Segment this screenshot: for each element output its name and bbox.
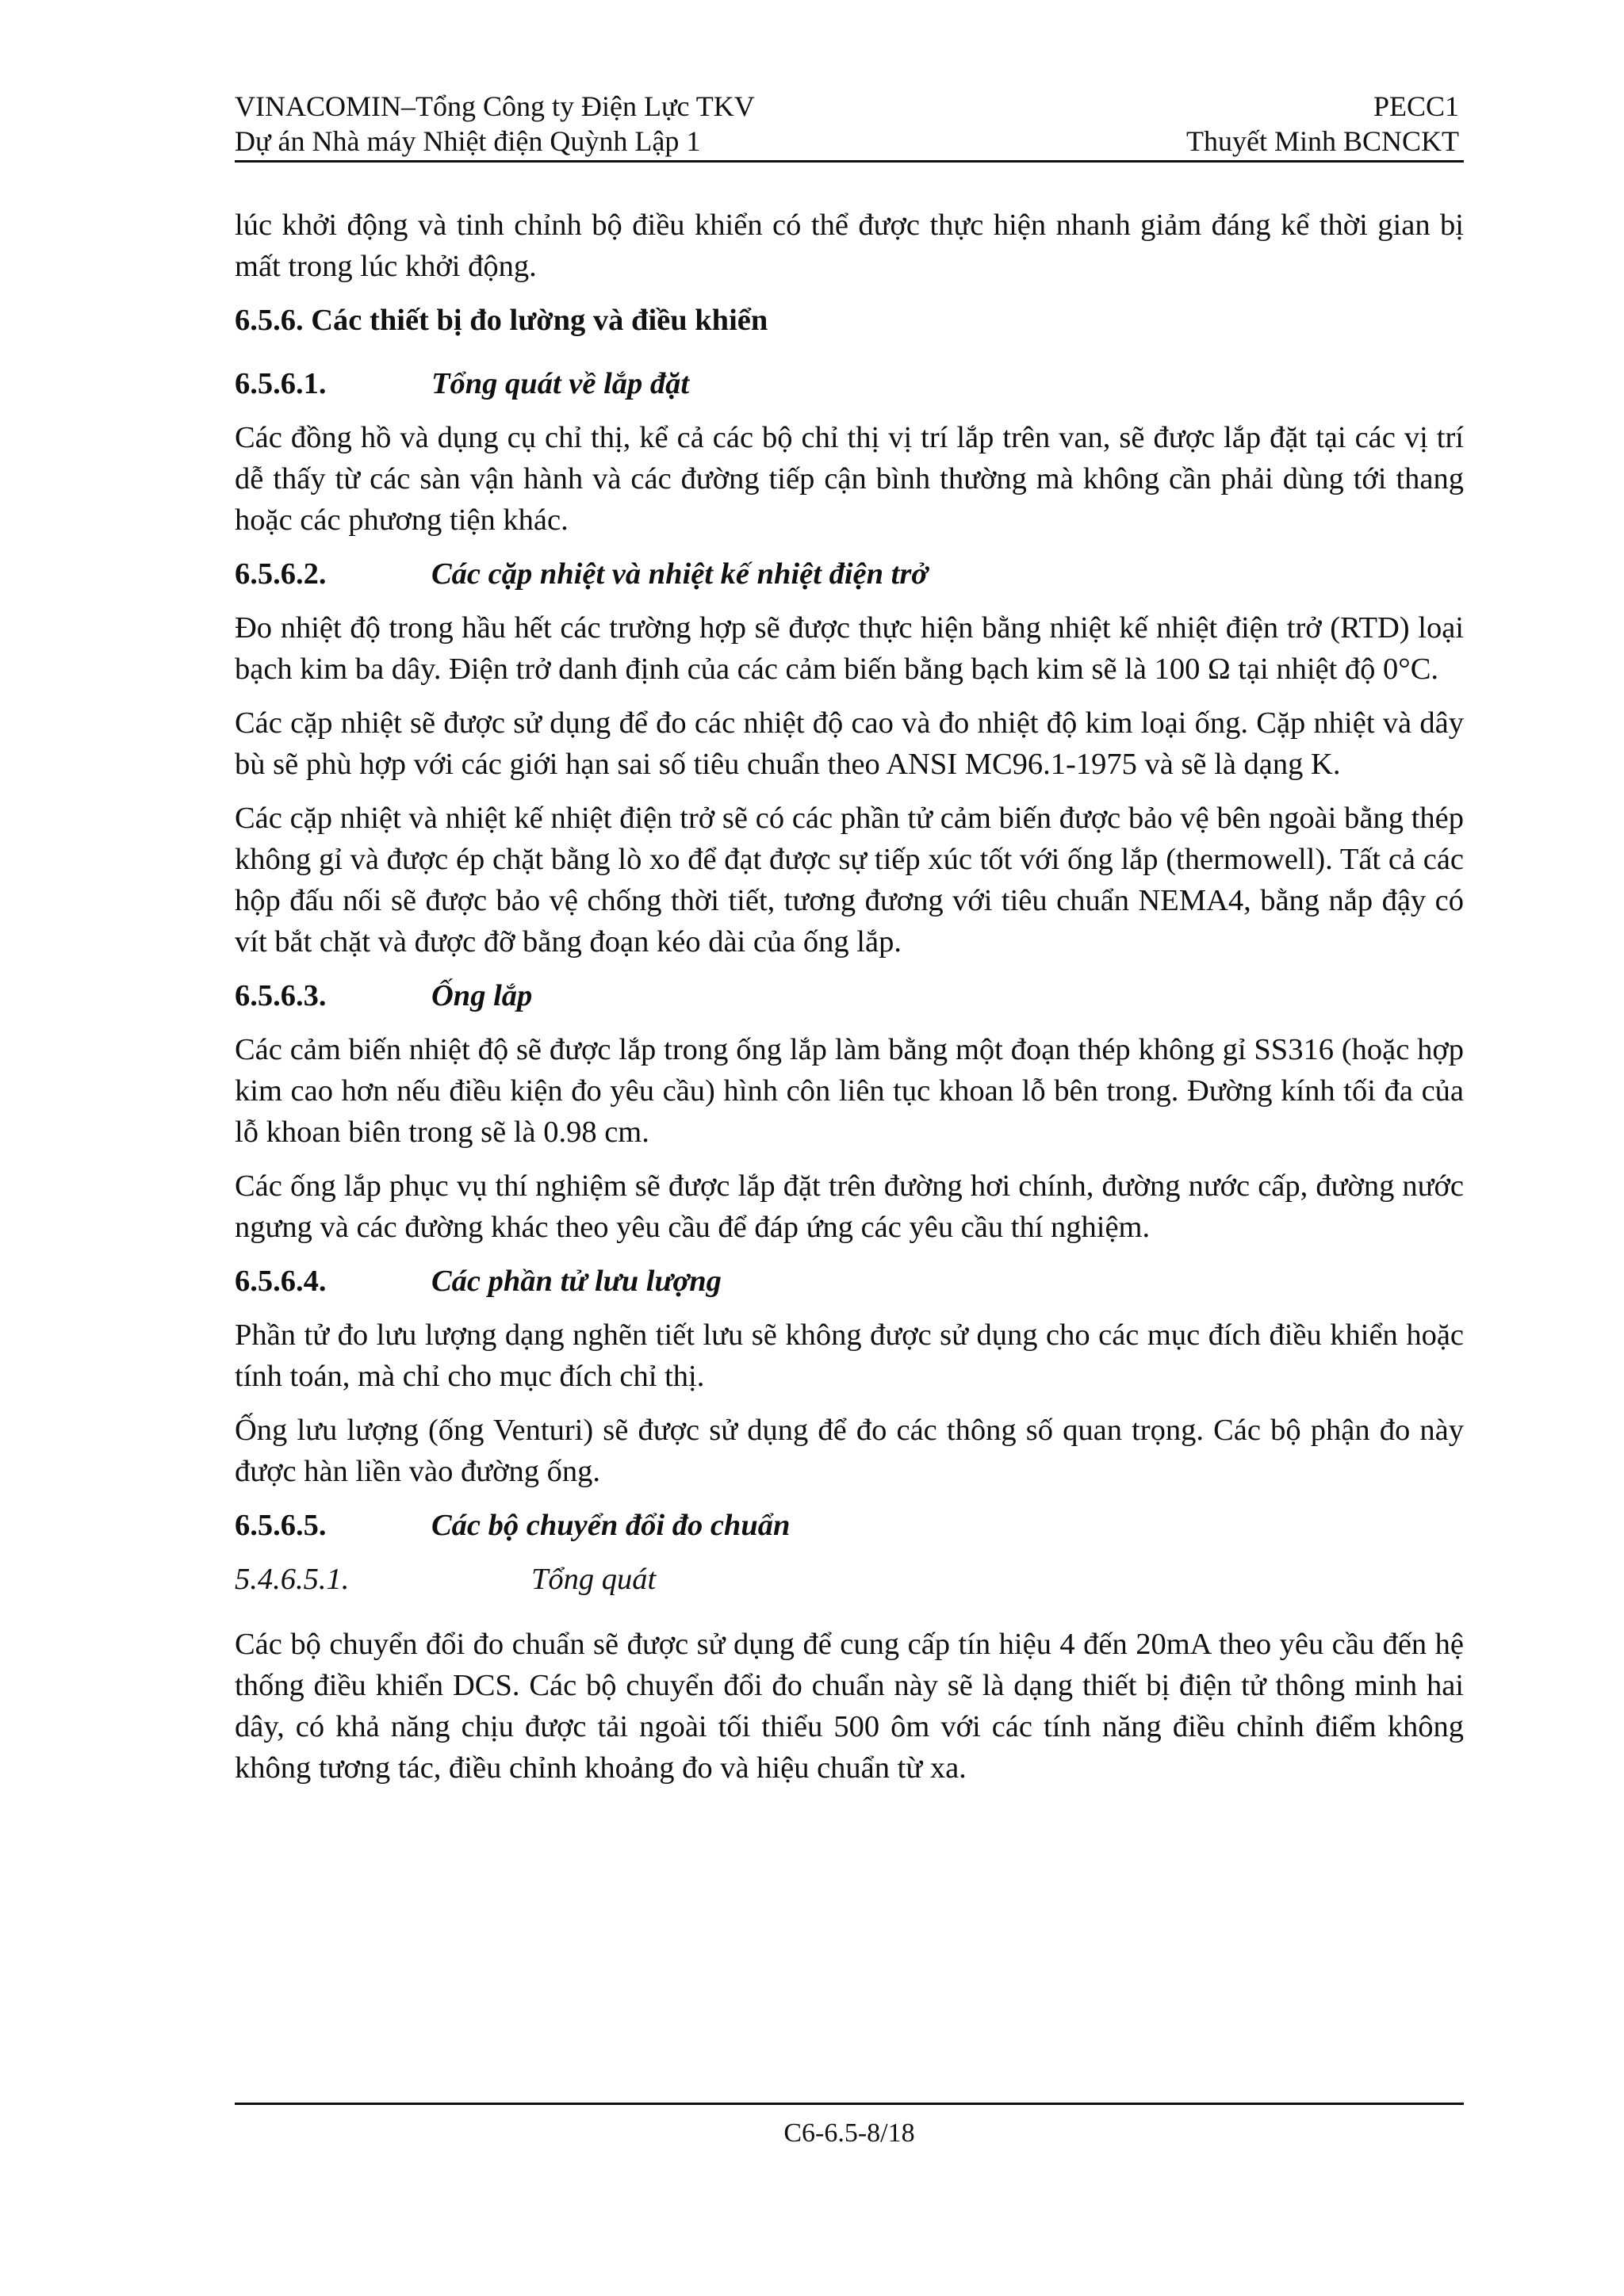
subsection-title: Tổng quát về lắp đặt — [431, 367, 690, 400]
paragraph: Phần tử đo lưu lượng dạng nghẽn tiết lưu sẽ không được sử dụng cho các mục đích điều khiển hoặc tính toán, mà chỉ cho mục đích chỉ thị. — [235, 1318, 1464, 1393]
subsection-number: 6.5.6.4. — [235, 1265, 327, 1298]
paragraph: Các ống lắp phục vụ thí nghiệm sẽ được lắp đặt trên đường hơi chính, đường nước cấp, đường nước ngưng và các đường khác theo yêu cầu để đáp ứng các yêu cầu thí nghiệm. — [235, 1169, 1464, 1244]
page-header — [235, 89, 1459, 159]
header-row-1 — [235, 89, 1459, 124]
paragraph: Các cặp nhiệt sẽ được sử dụng để đo các nhiệt độ cao và đo nhiệt độ kim loại ống. Cặp nhiệt và dây bù sẽ phù hợp với các giới hạn sai số tiêu chuẩn theo ANSI MC96.1-1975 và sẽ là dạng K. — [235, 706, 1464, 781]
intro-paragraph: lúc khởi động và tinh chỉnh bộ điều khiển có thể được thực hiện nhanh giảm đáng kể thời gian bị mất trong lúc khởi động. — [235, 209, 1464, 283]
section-heading-6-5-6: 6.5.6. Các thiết bị đo lường và điều khiển — [235, 304, 768, 337]
page-number: C6-6.5-8/18 — [783, 2118, 915, 2148]
subsection-heading-6-5-6-2 — [235, 553, 1464, 595]
subsection-number: 6.5.6.3. — [235, 979, 327, 1012]
subsubsection-number: 5.4.6.5.1. — [235, 1563, 350, 1596]
paragraph: Các cặp nhiệt và nhiệt kế nhiệt điện trở sẽ có các phần tử cảm biến được bảo vệ bên ngoài bằng thép không gỉ và được ép chặt bằng lò xo để đạt được sự tiếp xúc tốt với ống lắp (thermowell). Tất cả các hộp đấu nối sẽ được bảo vệ chống thời tiết, tương đương với tiêu chuẩn NEMA4, bằng nắp đậy có vít bắt chặt và được đỡ bằng đoạn kéo dài của ống lắp. — [235, 802, 1464, 959]
subsection-heading-6-5-6-5 — [235, 1505, 1464, 1546]
subsection-heading-6-5-6-1 — [235, 363, 1464, 404]
footer-divider — [235, 2103, 1464, 2105]
header-row-2 — [235, 124, 1459, 159]
subsubsection-heading-5-4-6-5-1 — [235, 1559, 1464, 1600]
page-content — [235, 205, 1464, 1801]
header-divider — [235, 160, 1464, 163]
header-company-code: PECC1 — [1373, 90, 1459, 122]
paragraph: Ống lưu lượng (ống Venturi) sẽ được sử dụng để đo các thông số quan trọng. Các bộ phận đo này được hàn liền vào đường ống. — [235, 1414, 1464, 1488]
subsection-number: 6.5.6.1. — [235, 367, 327, 400]
subsection-title: Các phần tử lưu lượng — [431, 1265, 722, 1298]
header-document-type: Thuyết Minh BCNCKT — [1185, 125, 1459, 157]
subsection-heading-6-5-6-4 — [235, 1261, 1464, 1302]
subsubsection-title: Tổng quát — [531, 1563, 657, 1596]
subsection-number: 6.5.6.2. — [235, 557, 327, 591]
subsection-title: Các cặp nhiệt và nhiệt kế nhiệt điện trở — [431, 557, 928, 591]
paragraph: Các bộ chuyển đổi đo chuẩn sẽ được sử dụng để cung cấp tín hiệu 4 đến 20mA theo yêu cầu đến hệ thống điều khiển DCS. Các bộ chuyển đổi đo chuẩn này sẽ là dạng thiết bị điện tử thông minh hai dây, có khả năng chịu được tải ngoài tối thiểu 500 ôm với các tính năng điều chỉnh điểm không không tương tác, điều chỉnh khoảng đo và hiệu chuẩn từ xa. — [235, 1628, 1464, 1785]
paragraph: Các đồng hồ và dụng cụ chỉ thị, kể cả các bộ chỉ thị vị trí lắp trên van, sẽ được lắp đặt tại các vị trí dễ thấy từ các sàn vận hành và các đường tiếp cận bình thường mà không cần phải dùng tới thang hoặc các phương tiện khác. — [235, 421, 1464, 537]
subsection-title: Ống lắp — [431, 979, 533, 1012]
subsection-title: Các bộ chuyển đổi đo chuẩn — [431, 1509, 791, 1542]
subsection-number: 6.5.6.5. — [235, 1509, 327, 1542]
header-project-name: Dự án Nhà máy Nhiệt điện Quỳnh Lập 1 — [235, 125, 701, 157]
header-organization: VINACOMIN–Tổng Công ty Điện Lực TKV — [235, 90, 755, 122]
paragraph: Đo nhiệt độ trong hầu hết các trường hợp sẽ được thực hiện bằng nhiệt kế nhiệt điện trở (RTD) loại bạch kim ba dây. Điện trở danh định của các cảm biến bằng bạch kim sẽ là 100 Ω tại nhiệt độ 0°C. — [235, 611, 1464, 686]
subsection-heading-6-5-6-3 — [235, 975, 1464, 1016]
paragraph: Các cảm biến nhiệt độ sẽ được lắp trong ống lắp làm bằng một đoạn thép không gỉ SS316 (hoặc hợp kim cao hơn nếu điều kiện đo yêu cầu) hình côn liên tục khoan lỗ bên trong. Đường kính tối đa của lỗ khoan biên trong sẽ là 0.98 cm. — [235, 1033, 1464, 1149]
